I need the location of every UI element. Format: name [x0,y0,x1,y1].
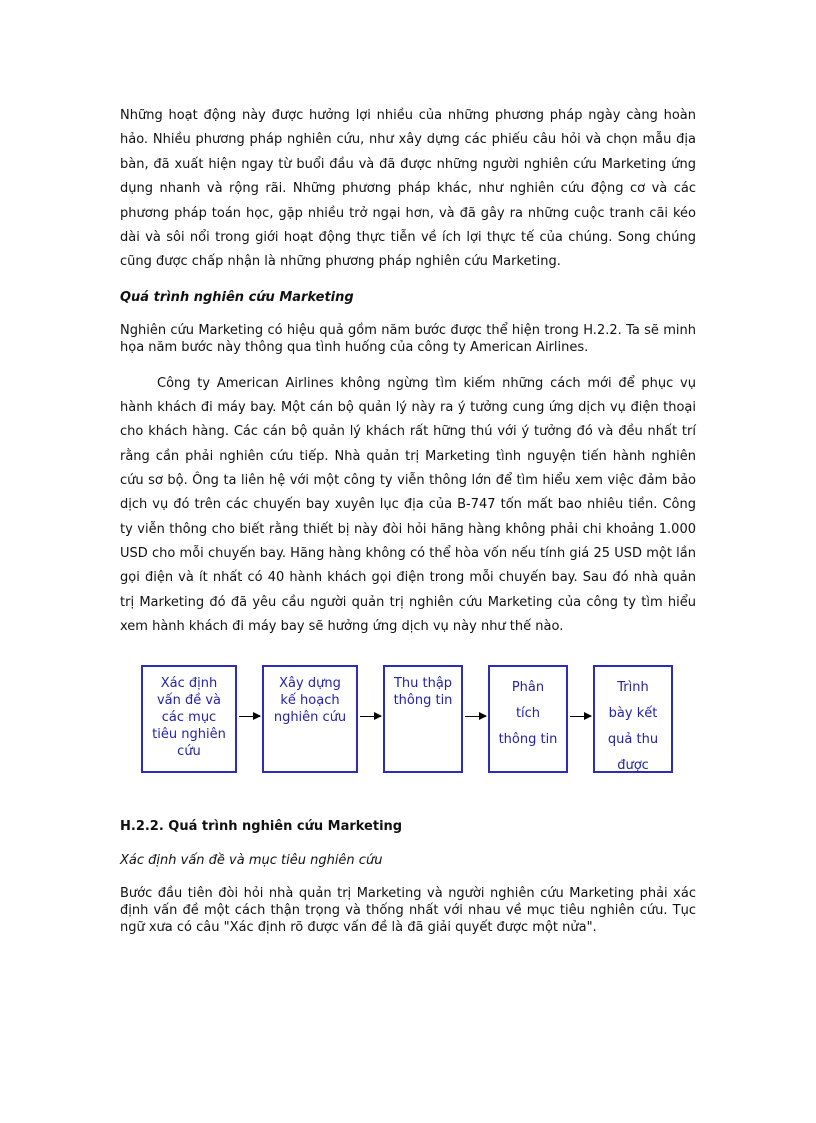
document-page [120,104,696,936]
step-text-line: kế hoạch [280,693,340,709]
arrow-right-icon [239,716,260,717]
step-text-line: tích [515,706,541,722]
section-heading: Quá trình nghiên cứu Marketing [120,289,354,305]
step-text-line: Phân [511,680,545,696]
case-study-paragraph: Công ty American Airlines không ngừng tìm kiếm những cách mới để phục vụ hành khách đi máy bay. Một cán bộ quản lý này ra ý tưởng cung ứng dịch vụ điện thoại cho khách hàng. Các cán bộ quản lý khách rất hững thú với ý tưởng đó và đều nhất trí rằng cần phải nghiên cứu tiếp. Nhà quản trị Marketing tình nguyện tiến hành nghiên cứu sơ bộ. Ông ta liên hệ với một công ty viễn thông lớn để tìm hiểu xem việc đảm bảo dịch vụ đó trên các chuyến bay xuyên lục địa của B-747 tốn mất bao nhiêu tiền. Công ty viễn thông cho biết rằng thiết bị này đòi hỏi hãng hàng không phải chi khoảng 1.000 USD cho mỗi chuyến bay. Hãng hàng không có thể hòa vốn nếu tính giá 25 USD một lần gọi điện và ít nhất có 40 hành khách gọi điện trong mỗi chuyến bay. Sau đó nhà quản trị Marketing đó đã yêu cầu người quản trị nghiên cứu Marketing của công ty tìm hiểu xem hành khách đi máy bay sẽ hưởng ứng dịch vụ này như thế nào. [120,375,696,634]
step-text-line: được [617,758,649,774]
step-box-collect-info [383,665,463,773]
step-text-line: thông tin [393,693,453,709]
research-process-diagram [141,665,696,783]
subsection-heading: Xác định vấn đề và mục tiêu nghiên cứu [120,853,383,869]
arrow-right-icon [570,716,591,717]
step-text-line: nghiên cứu [273,710,347,726]
step-box-analyze-info [488,665,568,773]
step-text-line: Trình [617,680,649,696]
step-text-line: Thu thập [393,676,453,692]
intro-paragraph: Những hoạt động này được hưởng lợi nhiều của những phương pháp ngày càng hoàn hảo. Nhiều phương pháp nghiên cứu, như xây dựng các phiếu câu hỏi và chọn mẫu địa bàn, đã xuất hiện ngay từ buổi đầu và đã được những người nghiên cứu Marketing ứng dụng nhanh và rộng rãi. Những phương pháp khác, như nghiên cứu động cơ và các phương pháp toán học, gặp nhiều trở ngại hơn, và đã gây ra những cuộc tranh cãi kéo dài và sôi nổi trong giới hoạt động thực tiễn về ích lợi thực tế của chúng. Song chúng cũng được chấp nhận là những phương pháp nghiên cứu Marketing. [120,108,696,270]
step-box-define-problem [141,665,237,773]
problem-definition-paragraph: Bước đầu tiên đòi hỏi nhà quản trị Marketing và người nghiên cứu Marketing phải xác định vấn đề một cách thận trọng và thống nhất với nhau về mục tiêu nghiên cứu. Tục ngữ xưa có câu "Xác định rõ được vấn đề là đã giải quyết được một nửa". [120,886,696,936]
step-text-line: Xác định [160,676,218,692]
figure-caption: H.2.2. Quá trình nghiên cứu Marketing [120,819,403,835]
arrow-right-icon [360,716,381,717]
step-text-line: bày kết [608,706,658,722]
overview-paragraph: Nghiên cứu Marketing có hiệu quả gồm năm bước được thể hiện trong H.2.2. Ta sẽ minh họa năm bước này thông qua tình huống của công ty American Airlines. [120,322,696,355]
step-box-plan-research [262,665,358,773]
step-text-line: thông tin [498,732,558,748]
step-text-line: Xây dựng [279,676,341,692]
step-text-line: cứu [177,744,201,760]
step-text-line: tiêu nghiên [152,727,226,743]
step-box-present-results [593,665,673,773]
step-text-line: vấn đề và [156,693,222,709]
step-text-line: các mục [161,710,217,726]
arrow-right-icon [465,716,486,717]
step-text-line: quả thu [607,732,659,748]
